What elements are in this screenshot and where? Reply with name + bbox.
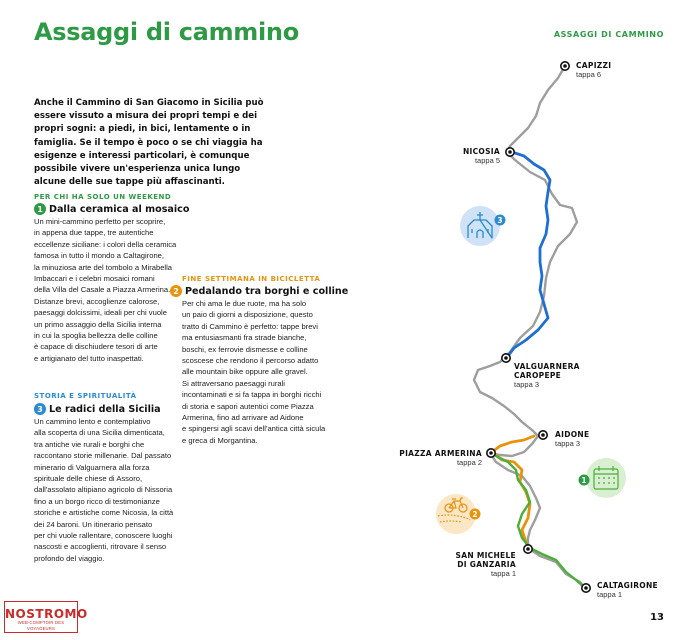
body-line: e spingersi agli scavi dell'antica città sicula	[182, 424, 326, 434]
body-line: spirituale delle chiese di Assoro,	[34, 474, 143, 484]
page-number: 13	[650, 612, 664, 623]
body-line: ma entusiasmanti fra strade bianche,	[182, 333, 307, 343]
church-badge-number: 3	[497, 216, 503, 225]
place-marker-aidone	[539, 431, 547, 439]
place-marker-caltagirone	[582, 584, 590, 592]
place-marker-san-michele	[524, 545, 532, 553]
section-2-heading: Pedalando tra borghi e colline	[185, 285, 349, 297]
body-line: tra antiche vie rurali e borghi che	[34, 439, 145, 449]
body-line: paesaggi dolcissimi, ideali per chi vuole	[34, 308, 167, 318]
body-line: Si attraversano paesaggi rurali	[182, 378, 285, 388]
body-line: fino a un borgo ricco di testimonianze	[34, 496, 160, 506]
body-line: tratto di Cammino è perfetto: tappe brevi	[182, 321, 318, 331]
body-line: Distanze brevi, accoglienze calorose,	[34, 296, 160, 306]
place-marker-nicosia	[506, 148, 514, 156]
body-line: della Villa del Casale a Piazza Armerina.	[34, 285, 171, 295]
section-1-label: PER CHI HA SOLO UN WEEKEND	[34, 193, 172, 201]
place-marker-capizzi	[561, 62, 569, 70]
logo-name: NOSTROMO	[5, 607, 88, 621]
body-line: boschi, ex ferrovie dismesse e colline	[182, 344, 308, 354]
place-label-capizzi: CAPIZZI tappa 6	[576, 61, 612, 79]
body-line: e greca di Morgantina.	[182, 435, 258, 445]
body-line: alla scoperta di una Sicilia dimenticata,	[34, 428, 165, 438]
section-1-heading: Dalla ceramica al mosaico	[49, 203, 190, 215]
body-line: famosa in tutto il mondo a Caltagirone,	[34, 251, 165, 261]
body-line: la minuziosa arte del tombolo a Mirabella	[34, 262, 173, 272]
section-2-number: 2	[170, 285, 182, 297]
body-line: Per chi ama le due ruote, ma ha solo	[182, 299, 307, 308]
page-title: Assaggi di cammino	[34, 18, 299, 46]
logo-tagline: WEB-COMPTOIR DES VOYAGEURS	[17, 620, 65, 631]
bicycle-badge-number: 2	[472, 510, 478, 519]
place-label-nicosia: NICOSIA tappa 5	[462, 147, 500, 165]
place-label-piazza-armerina: PIAZZA ARMERINA tappa 2	[399, 449, 482, 467]
church-badge	[460, 206, 506, 246]
body-line: dall'assolato altipiano agricolo di Nissoria	[34, 485, 173, 495]
body-line: in cui la spoglia bellezza delle colline	[34, 331, 158, 341]
body-line: per chi vuole rallentare, conoscere luoghi	[34, 531, 173, 541]
body-line: Imbaccari e i celebri mosaici romani	[34, 274, 155, 284]
place-label-valguarnera: VALGUARNERA CAROPEPE tappa 3	[514, 362, 580, 389]
body-line: dei 24 baroni. Un itinerario pensato	[34, 519, 153, 529]
place-marker-valguarnera	[502, 354, 510, 362]
section-3-number: 3	[34, 403, 46, 415]
body-line: profondo del viaggio.	[34, 553, 105, 563]
section-3-heading: Le radici della Sicilia	[49, 403, 161, 415]
place-label-san-michele: SAN MICHELE DI GANZARIA tappa 1	[455, 551, 516, 578]
body-line: di storia e sapori autentici come Piazza	[182, 401, 314, 411]
body-line: storiche e artistiche come Nicosia, la città	[34, 508, 174, 518]
section-1-number: 1	[34, 203, 46, 215]
bicycle-badge	[436, 494, 481, 534]
body-line: alle mountain bike oppure alle gravel.	[182, 367, 308, 377]
body-line: Un cammino lento e contemplativo	[34, 417, 151, 426]
body-line: minerario di Valguarnera alla forza	[34, 462, 150, 472]
body-line: in appena due tappe, tre autentiche	[34, 228, 154, 238]
body-line: nascosti e accoglienti, ritrovare il senso	[34, 542, 167, 552]
body-line: Un mini-cammino perfetto per scoprire,	[34, 217, 166, 226]
body-line: un primo assaggio della Sicilia interna	[34, 319, 162, 329]
calendar-badge	[579, 458, 627, 498]
route-blue-line	[508, 152, 550, 356]
body-line: e artigianato del tutto inaspettati.	[34, 353, 144, 363]
intro-paragraph: Anche il Cammino di San Giacomo in Sicilia può essere vissuto a misura dei propri tempi e dei propri sogni: a piedi, in bici, lentamente o in famiglia. Se il tempo è poco o se chi viaggia ha esigenze e interessi particolari, è comunque possibile vivere un'esperienza unica lungo alcune delle sue tappe più affascinanti.	[34, 98, 264, 188]
nostromo-logo	[4, 601, 88, 633]
body-line: un paio di giorni a disposizione, questo	[182, 310, 313, 320]
body-line: eccellenze siciliane: i colori della ceramica	[34, 239, 177, 249]
body-line: è capace di dischiudere tesori di arte	[34, 342, 158, 352]
body-line: incontaminati e si fa tappa in borghi ricchi	[182, 390, 322, 400]
place-label-caltagirone: CALTAGIRONE tappa 1	[597, 581, 658, 599]
body-line: scoscese che rendono il percorso adatto	[182, 356, 319, 366]
place-marker-piazza-armerina	[487, 449, 495, 457]
running-head: ASSAGGI DI CAMMINO	[553, 30, 664, 39]
section-3-label: STORIA E SPIRITUALITÀ	[34, 392, 137, 400]
section-2-label: FINE SETTIMANA IN BICICLETTA	[182, 275, 321, 283]
body-line: Armerina, fino ad arrivare ad Aidone	[182, 413, 304, 423]
calendar-badge-number: 1	[581, 476, 587, 485]
body-line: raccontano storie millenarie. Dal passato	[34, 451, 172, 461]
place-label-aidone: AIDONE tappa 3	[555, 430, 590, 448]
